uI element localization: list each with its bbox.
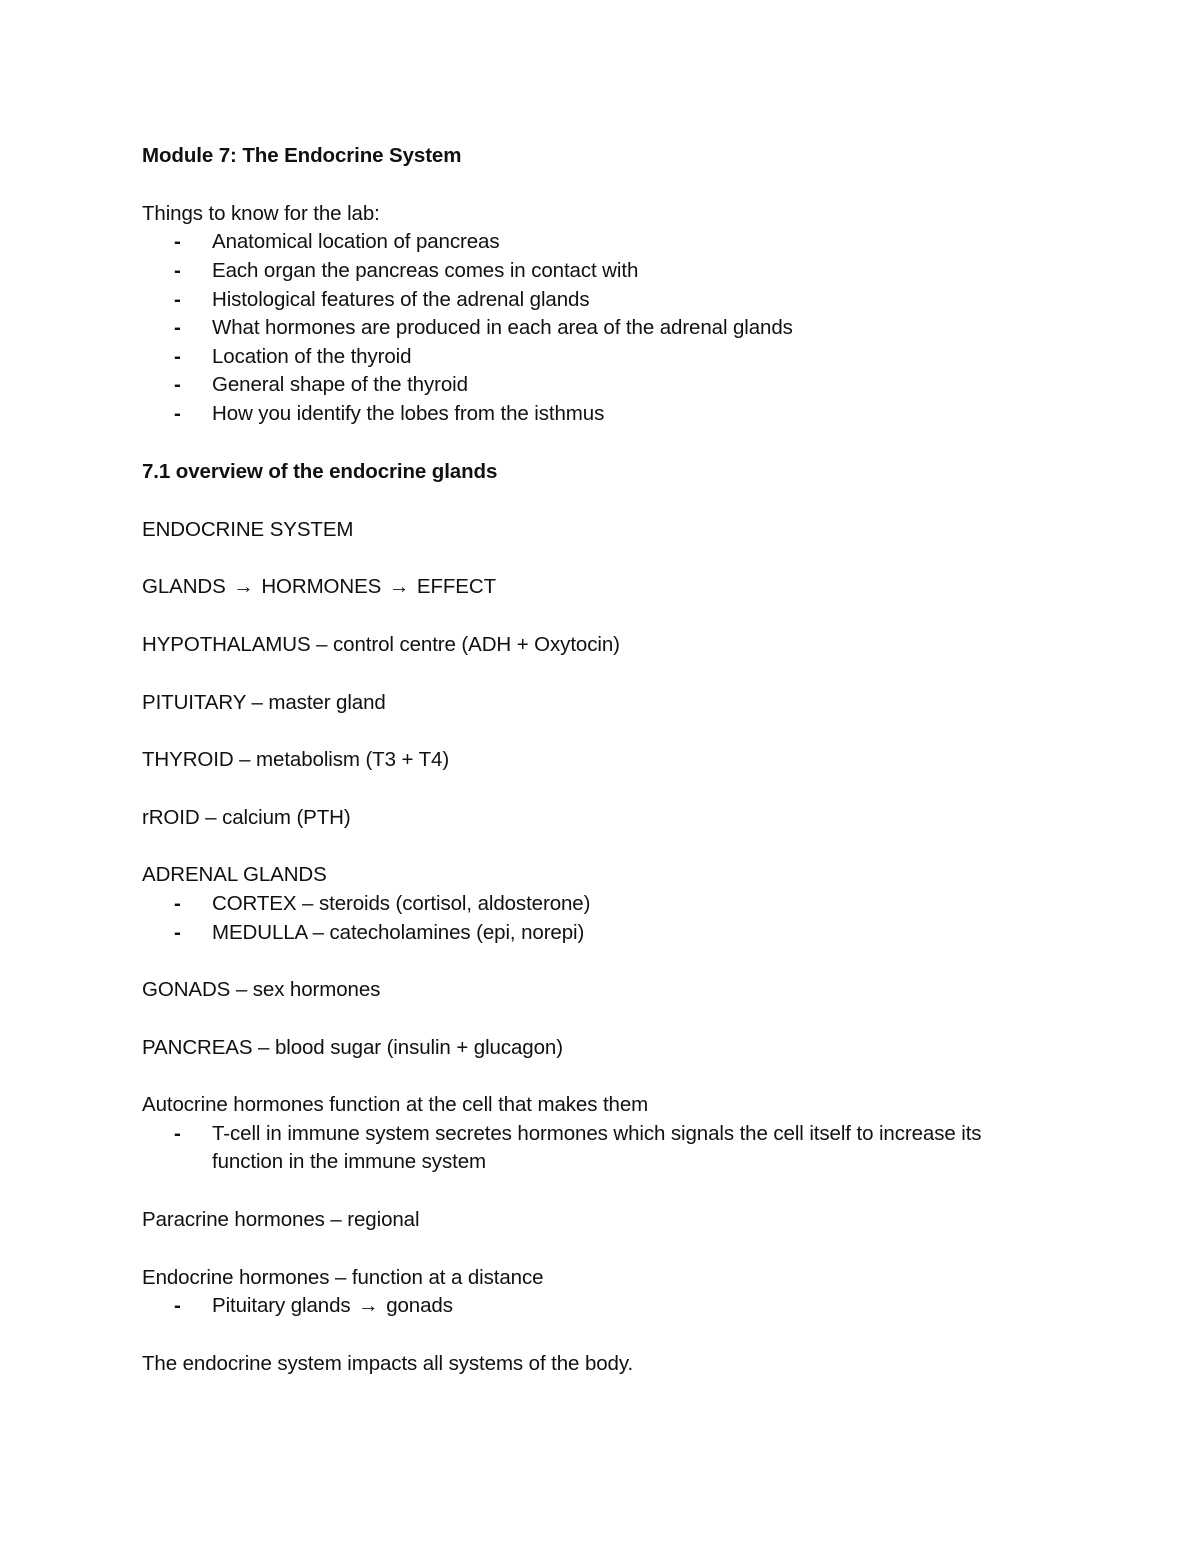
lab-heading: Things to know for the lab: [142, 202, 380, 225]
bullet-dash: - [174, 921, 181, 944]
flow-effect: EFFECT [416, 575, 497, 598]
bullet-dash: - [174, 1294, 181, 1317]
bullet-dash: - [174, 288, 181, 311]
paracrine-line: Paracrine hormones – regional [142, 1208, 420, 1231]
adrenal-item-text: CORTEX – steroids (cortisol, aldosterone) [212, 892, 591, 915]
bullet-dash: - [174, 373, 181, 396]
thyroid-line: THYROID – metabolism (T3 + T4) [142, 748, 450, 771]
pituitary-line: PITUITARY – master gland [142, 691, 386, 714]
bullet-dash: - [174, 230, 181, 253]
autocrine-item-line2: function in the immune system [212, 1150, 486, 1173]
lab-item-text: General shape of the thyroid [212, 373, 468, 396]
item-pituitary: Pituitary glands [212, 1294, 351, 1317]
autocrine-item-line1: T-cell in immune system secretes hormones which signals the cell itself to increase its [212, 1122, 982, 1145]
endocrine-hormones-heading: Endocrine hormones – function at a distance [142, 1266, 544, 1289]
gonads-line: GONADS – sex hormones [142, 978, 381, 1001]
endocrine-item-text [212, 1292, 453, 1320]
arrow-icon: → [233, 575, 254, 598]
pancreas-line: PANCREAS – blood sugar (insulin + glucagon) [142, 1036, 563, 1059]
bullet-dash: - [174, 1122, 181, 1145]
autocrine-heading: Autocrine hormones function at the cell that makes them [142, 1093, 649, 1116]
adrenal-item-text: MEDULLA – catecholamines (epi, norepi) [212, 921, 585, 944]
flow-glands: GLANDS [142, 575, 226, 598]
gland-flow [142, 573, 496, 601]
section-heading: 7.1 overview of the endocrine glands [142, 460, 498, 483]
bullet-dash: - [174, 892, 181, 915]
lab-item-text: How you identify the lobes from the isthmus [212, 402, 605, 425]
endocrine-system-label: ENDOCRINE SYSTEM [142, 518, 354, 541]
rroid-line: rROID – calcium (PTH) [142, 806, 351, 829]
lab-item-text: Histological features of the adrenal glands [212, 288, 590, 311]
bullet-dash: - [174, 345, 181, 368]
bullet-dash: - [174, 402, 181, 425]
bullet-dash: - [174, 259, 181, 282]
document-title: Module 7: The Endocrine System [142, 144, 462, 167]
arrow-icon: → [358, 1294, 379, 1317]
lab-item-text: What hormones are produced in each area of the adrenal glands [212, 316, 793, 339]
lab-item-text: Location of the thyroid [212, 345, 412, 368]
lab-item-text: Each organ the pancreas comes in contact with [212, 259, 639, 282]
adrenal-heading: ADRENAL GLANDS [142, 863, 327, 886]
lab-item-text: Anatomical location of pancreas [212, 230, 500, 253]
item-gonads: gonads [386, 1294, 453, 1317]
bullet-dash: - [174, 316, 181, 339]
flow-hormones: HORMONES [261, 575, 382, 598]
arrow-icon: → [388, 575, 410, 598]
closing-line: The endocrine system impacts all systems of the body. [142, 1352, 634, 1375]
hypothalamus-line: HYPOTHALAMUS – control centre (ADH + Oxytocin) [142, 633, 620, 656]
